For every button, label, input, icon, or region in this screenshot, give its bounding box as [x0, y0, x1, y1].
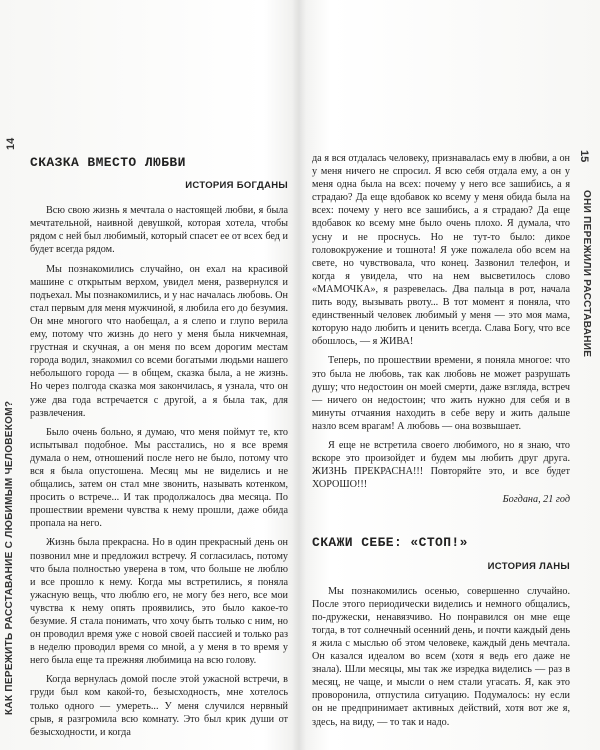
right-column	[312, 152, 570, 729]
story-subheading: ИСТОРИЯ БОГДАНЫ	[185, 180, 288, 192]
paragraph: Жизнь была прекрасна. Но в один прекрасный день он позвонил мне и предложил встречу. Я согласилась, потому что была полностью уверена в том, что больше не люблю и все прошло к нему. Когда мы встретились, я поняла ужасную вещь, что люблю его, не могу без него, все мои чувства к нему опять проявились, это было какое-то безумие. Я стала понимать, что хочу быть только с ним, но он проводил время уже с новой своей пассией и только раз в неделю проводил время со мной, а у меня в то время у него была еще та прежняя любимица на всю голову.	[30, 537, 288, 667]
paragraph: Мы познакомились случайно, он ехал на красивой машине с открытым верхом, увидел меня, развернулся и подъехал. Мы познакомились, и у нас началась любовь. Он стал первым для меня мужчиной, я любила его до безумия. Он мне многого что наобещал, а я слепо и глупо верила ему, потому что жизнь до него у меня была никчемная, грустная и скучная, а он меня по всем дорогим местам города водил, знакомил со всеми богатыми людьми нашего небольшого города — в общем, сказка была, а не жизнь. Но через полгода сказка моя закончилась, я узнала, что он уже два года встречается с другой, а я была так, для развлечения.	[30, 263, 288, 419]
right-running-head: ОНИ ПЕРЕЖИЛИ РАССТАВАНИЕ	[581, 190, 592, 358]
right-page-number: 15	[578, 150, 590, 163]
paragraph: Теперь, по прошествии времени, я поняла многое: что это была не любовь, так как любовь не может разрушать душу; что недостоин он моей смерти, даже взгляда, встреч — ничего он недостоин; что жить нужно для себя и в минуты отчаяния находить в себе веру и жить дальше назло всем врагам! А любовь — она возвышает.	[312, 355, 570, 432]
left-running-head: КАК ПЕРЕЖИТЬ РАССТАВАНИЕ С ЛЮБИМЫМ ЧЕЛОВЕКОМ?	[4, 400, 15, 715]
left-page-number: 14	[5, 137, 17, 150]
story-subheading: ИСТОРИЯ ЛАНЫ	[487, 560, 570, 572]
paragraph: Всю свою жизнь я мечтала о настоящей любви, я была мечтательной, наивной девушкой, которая хотела, чтобы рядом с ней был любимый, который спасет ее от всех бед и будет всегда рядом.	[30, 205, 288, 256]
paragraph: Было очень больно, я думаю, что меня поймут те, кто испытывал подобное. Мы расстались, но я все время думала о нем, отношений после него не было, потому что вся я была опустошена. Месяц мы не виделись и не общались, затем он стал мне звонить, называть котенком, просить о встрече... И так продолжалось два месяца. По прошествии времени чувства к нему прошли, даже обида пропала на него.	[30, 426, 288, 530]
gutter-shadow	[292, 0, 306, 750]
paragraph: Мы познакомились осенью, совершенно случайно. После этого периодически виделись и немного общались, по-дружески, ненавязчиво. Но понравился он мне еще тогда, в тот солнечный осенний день, и почти каждый день я жила с мыслью об этом человеке, каждый день мечтала. Он казался идеалом во всем (хотя я ведь его даже не знала). Шли месяцы, мы так же изредка виделись — раз в месяц, не чаще, и мысли о нем стали угасать. Я, как это проворонила, отпустила ситуацию. Подумалось: ну если он не предпринимает активных действий, хотя вот же я, здесь, на виду, — то так и надо.	[312, 585, 570, 728]
story-heading: СКАЖИ СЕБЕ: «СТОП!»	[312, 535, 468, 551]
story-heading: СКАЗКА ВМЕСТО ЛЮБВИ	[30, 155, 186, 170]
paragraph: да я вся отдалась человеку, признавалась ему в любви, а он у меня ничего не спросил. Я всю себя отдала ему, а он у меня одна была на всех: почему у него все зашибись, а я страдаю? Да еще вдобавок ко всему у меня обида была на всех: почему у него все зашибись, а я страдаю? Да еще вдобавок ко всему мне было очень плохо. Я думала, что усну и не проснусь. Но не тут-то было: дикое головокружение и тошнота! Я уже пожалела обо всем на свете, но чувствовала, что конец. Зазвонил телефон, и когда я увидела, что на нем высветилось слово «МАМОЧКА», я разревелась. Два пальца в рот, начала пить воду, вызывать рвоту... В тот момент я поняла, что единственный человек любимый у меня — это моя мама, которую надо любить и ценить всегда. Слава Богу, что все обошлось, — я ЖИВА!	[312, 153, 570, 348]
paragraph: Когда вернулась домой после этой ужасной встречи, в груди был ком какой-то, безысходность, мне хотелось только одного — умереть... У меня случился нервный срыв, я разгромила всю комнату. Это был крик души от безысходности, и когда	[30, 674, 288, 738]
left-column	[30, 152, 288, 739]
paragraph: Я еще не встретила своего любимого, но я знаю, что вскоре это произойдет и будем мы любить друг друга. ЖИЗНЬ ПРЕКРАСНА!!! Повторяйте это, и все будет ХОРОШО!!!	[312, 439, 570, 491]
story-signature: Богдана, 21 год	[502, 494, 570, 506]
